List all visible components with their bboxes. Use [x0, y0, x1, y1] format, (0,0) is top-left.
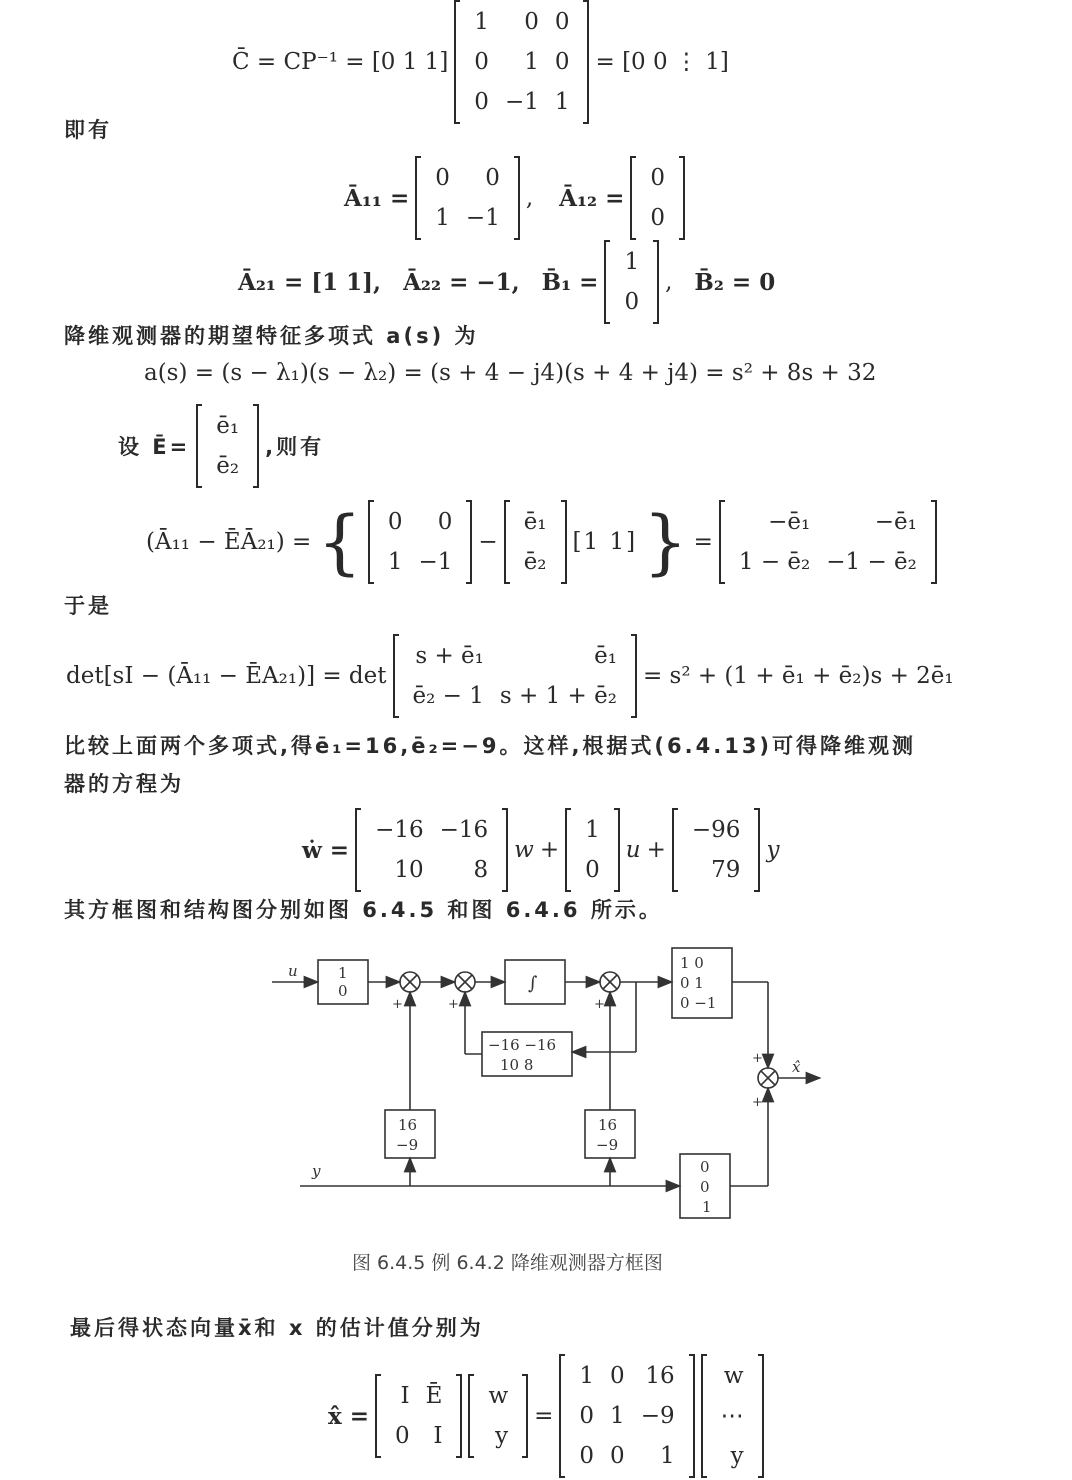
matrix-cell: 0 [554, 49, 570, 75]
jiyou-text: 即有 [64, 118, 112, 142]
matrix-cell: 1 [610, 1403, 625, 1429]
w-b-matrix [565, 808, 620, 892]
a11-inner-matrix [368, 500, 473, 584]
matrix-cell: ē₂ [216, 453, 240, 479]
matrix-cell: −1 [465, 205, 500, 231]
y-block-row-2: 0 [700, 1178, 710, 1196]
signal-xhat-label: x̂ [792, 1058, 801, 1076]
matrix-cell: −16 [439, 817, 489, 843]
matrix-cell: s + 1 + ē₂ [499, 683, 617, 709]
block-ie-matrix [375, 1374, 462, 1458]
matrix-cell: 1 [474, 9, 489, 35]
matrix-cell: 1 [659, 1443, 675, 1469]
w-c-matrix [672, 808, 761, 892]
matrix-cell: 0 [585, 857, 600, 883]
set-e-suffix: ,则有 [265, 435, 325, 459]
det-matrix [393, 634, 637, 718]
xhat-lhs: x̂ = [328, 1402, 369, 1430]
y-block-row-1: 0 [700, 1158, 710, 1176]
y-block-row-3: 1 [702, 1198, 712, 1216]
c-bar-lhs: C̄ = CP⁻¹ = [0 1 1] [232, 49, 449, 75]
matrix-cell: I [433, 1423, 443, 1449]
b-block-row-2: 0 [338, 982, 348, 1000]
matrix-cell: 0 [579, 1443, 595, 1469]
e-left-row-2: −9 [396, 1136, 419, 1154]
matrix-cell: ē₁ [523, 509, 547, 535]
u-var: u [625, 837, 641, 863]
matrix-cell: 0 [524, 9, 539, 35]
a11-minus-row [146, 500, 937, 584]
e-right-row-2: −9 [596, 1136, 619, 1154]
matrix-cell: −96 [691, 817, 741, 843]
a21-b-row [238, 240, 775, 324]
set-e-row [118, 404, 324, 488]
matrix-cell: −ē₁ [768, 509, 811, 535]
matrix-cell: −1 − ē₂ [826, 549, 917, 575]
p-block-row-3: 0 −1 [680, 994, 717, 1012]
matrix-cell: y [730, 1443, 744, 1469]
b-block-row-1: 1 [338, 964, 348, 982]
a12-label: Ā₁₂ = [559, 184, 625, 212]
p-block-row-2: 0 1 [680, 974, 704, 992]
integrator-symbol: ∫ [528, 973, 538, 994]
det-rhs: = s² + (1 + ē₁ + ē₂)s + 2ē₁ [642, 663, 954, 689]
matrix-cell: 1 [585, 817, 600, 843]
matrix-cell: 0 [395, 1423, 410, 1449]
yushi-text: 于是 [64, 594, 112, 618]
figure-caption: 图 6.4.5 例 6.4.2 降维观测器方框图 [352, 1252, 663, 1274]
matrix-cell: 0 [610, 1363, 625, 1389]
wy-vector [468, 1374, 528, 1458]
matrix-cell: 1 [554, 89, 570, 115]
matrix-cell: 0 [474, 49, 489, 75]
matrix-cell: 79 [711, 857, 741, 883]
a12-matrix [630, 156, 685, 240]
matrix-cell: 1 − ē₂ [738, 549, 811, 575]
matrix-cell: ē₁ [216, 413, 240, 439]
comma-2: , [665, 269, 673, 295]
plus-1: + [539, 837, 560, 863]
p-block-row-1: 1 0 [680, 954, 704, 972]
a11-a12-row [344, 156, 685, 240]
a11-matrix [415, 156, 520, 240]
det-lhs: det[sI − (Ā₁₁ − ĒA₂₁)] = det [66, 663, 387, 689]
e-vector [196, 404, 259, 488]
w-dot-row [302, 808, 779, 892]
matrix-cell: ē₂ − 1 [412, 683, 484, 709]
matrix-cell: 10 [394, 857, 424, 883]
matrix-cell: −ē₁ [874, 509, 917, 535]
matrix-cell: 0 [624, 289, 640, 315]
plus-sign-5: + [752, 1095, 763, 1110]
matrix-cell: 1 [579, 1363, 595, 1389]
matrix-cell: 0 [579, 1403, 595, 1429]
final-intro: 最后得状态向量x̄和 x 的估计值分别为 [70, 1316, 484, 1340]
matrix-cell: I [400, 1383, 410, 1409]
set-e-prefix: 设 Ē= [118, 435, 191, 459]
matrix-cell: 0 [435, 165, 450, 191]
plus-sign-1: + [392, 997, 403, 1012]
plus-sign-3: + [594, 997, 605, 1012]
matrix-cell: 1 [435, 205, 450, 231]
matrix-cell: Ē [425, 1383, 443, 1409]
e-vector-2 [504, 500, 567, 584]
a11-minus-lhs: (Ā₁₁ − ĒĀ₂₁) = [146, 529, 312, 555]
matrix-cell: 0 [437, 509, 453, 535]
b2-eq: B̄₂ = 0 [694, 268, 776, 296]
compare-line-2: 器的方程为 [64, 772, 184, 796]
matrix-cell: 1 [524, 49, 539, 75]
eq-op-2: = [534, 1403, 554, 1429]
block-diagram-intro: 其方框图和结构图分别如图 6.4.5 和图 6.4.6 所示。 [64, 898, 663, 922]
signal-u-label: u [288, 962, 298, 980]
c-bar-equation [232, 0, 729, 124]
desired-poly-equation: a(s) = (s − λ₁)(s − λ₂) = (s + 4 − j4)(s + 4 + j4) = s² + 8s + 32 [144, 360, 877, 386]
matrix-cell: 0 [485, 165, 500, 191]
matrix-cell: w [488, 1383, 509, 1409]
matrix-cell: 0 [474, 89, 489, 115]
minus-op: − [478, 529, 498, 555]
plus-sign-4: + [752, 1051, 763, 1066]
matrix-cell: s + ē₁ [415, 643, 484, 669]
b1-label: B̄₁ = [541, 268, 599, 296]
matrix-cell: 0 [650, 165, 666, 191]
e-right-row-1: 16 [598, 1116, 618, 1134]
w-var: w [514, 837, 534, 863]
eq-op: = [693, 529, 713, 555]
left-brace: { [317, 501, 362, 583]
matrix-cell: −1 [418, 549, 453, 575]
matrix-cell: 0 [387, 509, 403, 535]
matrix-cell: ē₁ [594, 643, 617, 669]
matrix-cell: ⋯ [720, 1403, 744, 1429]
matrix-cell: 8 [473, 857, 489, 883]
signal-y-label: y [312, 1162, 321, 1180]
a21-eq: Ā₂₁ = [1 1], [238, 268, 382, 296]
matrix-cell: ē₂ [523, 549, 547, 575]
xhat-row [328, 1354, 764, 1478]
matrix-cell: 16 [645, 1363, 675, 1389]
matrix-cell: 0 [610, 1443, 625, 1469]
w-dot-lhs: ẇ = [302, 836, 350, 864]
e-left-row-1: 16 [398, 1116, 418, 1134]
matrix-cell: 0 [650, 205, 666, 231]
row-11: [1 1] [572, 529, 638, 555]
matrix-cell: −1 [504, 89, 539, 115]
matrix-cell: y [495, 1423, 509, 1449]
matrix-cell: w [723, 1363, 744, 1389]
plus-2: + [646, 837, 666, 863]
a22-eq: Ā₂₂ = −1, [403, 268, 520, 296]
b1-matrix [604, 240, 659, 324]
comma-1: , [525, 185, 534, 211]
matrix-cell: −9 [640, 1403, 675, 1429]
compare-line-1: 比较上面两个多项式,得ē₁=16,ē₂=−9。这样,根据式(6.4.13)可得降维观测 [64, 734, 917, 758]
w-dots-y-vector [701, 1354, 764, 1478]
a-block-row-1: −16 −16 [488, 1036, 557, 1054]
desired-poly-intro: 降维观测器的期望特征多项式 a(s) 为 [64, 324, 479, 348]
det-row [66, 634, 954, 718]
p-inverse-matrix [454, 0, 589, 124]
matrix-cell: −16 [375, 817, 424, 843]
matrix-cell: 0 [554, 9, 570, 35]
c-bar-rhs: = [0 0 ⋮ 1] [595, 49, 729, 75]
result-2x2-matrix [719, 500, 937, 584]
big-matrix [559, 1354, 694, 1478]
plus-sign-2: + [448, 997, 459, 1012]
w-a-matrix [355, 808, 508, 892]
y-var: y [766, 837, 780, 863]
right-brace: } [643, 501, 688, 583]
matrix-cell: 1 [387, 549, 403, 575]
a-block-row-2: 10 8 [500, 1056, 534, 1074]
observer-block-diagram [260, 940, 840, 1240]
matrix-cell: 1 [624, 249, 640, 275]
a11-label: Ā₁₁ = [344, 184, 410, 212]
